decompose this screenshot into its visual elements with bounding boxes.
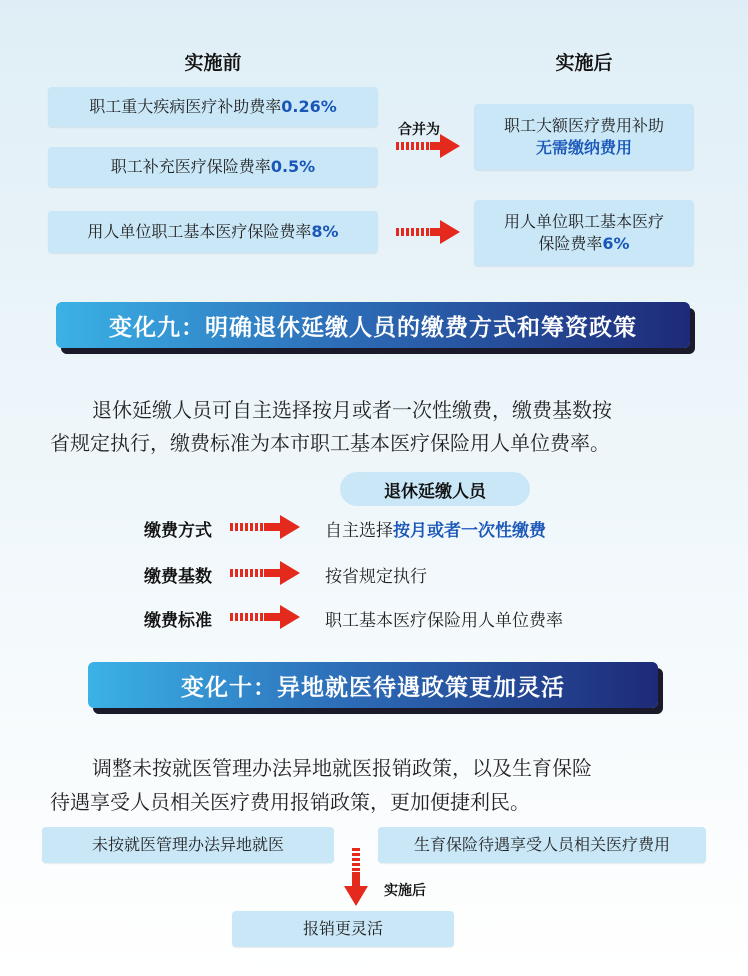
after-implementation-label: 实施后 [384,883,426,899]
before-item-3 [48,211,378,253]
maternity-insurance-box: 生育保险待遇享受人员相关医疗费用 [378,827,706,863]
payment-method-value-prefix: 自主选择 [325,521,393,541]
before-item-2-text: 职工补充医疗保险费率 [110,157,271,177]
payment-standard-value: 职工基本医疗保险用人单位费率 [325,611,563,631]
after-item-2 [474,200,694,266]
before-item-3-value: 8% [311,222,339,242]
section10-paragraph-line2: 待遇享受人员相关医疗费用报销政策，更加便捷利民。 [50,790,530,814]
rate-arrow [396,225,460,239]
down-arrow-icon [344,886,368,906]
merge-label: 合并为 [398,122,440,138]
payment-method-value-highlight: 按月或者一次性缴费 [393,521,546,541]
after-item-2-line2-prefix: 保险费率 [538,234,603,253]
payment-base-label: 缴费基数 [144,567,212,587]
section10-banner: 变化十：异地就医待遇政策更加灵活 [88,662,658,708]
retiree-pill: 退休延缴人员 [340,472,530,506]
reimbursement-result-box: 报销更灵活 [232,911,454,947]
before-item-1-text: 职工重大疾病医疗补助费率 [89,97,282,117]
before-item-2-value: 0.5% [270,157,316,177]
before-header: 实施前 [184,52,242,74]
before-item-1-value: 0.26% [281,97,337,117]
section9-banner: 变化九：明确退休延缴人员的缴费方式和筹资政策 [56,302,690,348]
before-item-2 [48,147,378,187]
offsite-medical-box: 未按就医管理办法异地就医 [42,827,334,863]
section10-paragraph-line1: 调整未按就医管理办法异地就医报销政策，以及生育保险 [92,756,592,780]
payment-base-value: 按省规定执行 [325,567,427,587]
payment-base-arrow [230,566,300,580]
after-item-2-line1: 用人单位职工基本医疗 [503,212,664,232]
after-header: 实施后 [555,52,613,74]
before-item-1 [48,87,378,127]
payment-method-arrow [230,520,300,534]
section9-paragraph-line2: 省规定执行，缴费标准为本市职工基本医疗保险用人单位费率。 [50,431,610,455]
after-item-1-line1: 职工大额医疗费用补助 [503,116,664,136]
before-item-3-text: 用人单位职工基本医疗保险费率 [87,222,312,242]
payment-standard-arrow [230,610,300,624]
section9-paragraph-line1: 退休延缴人员可自主选择按月或者一次性缴费，缴费基数按 [92,398,612,422]
merge-arrow [396,139,460,153]
after-item-1-line2: 无需缴纳费用 [535,138,632,157]
payment-standard-label: 缴费标准 [144,611,212,631]
after-item-2-line2-value: 6% [602,234,630,253]
payment-method-value [325,516,546,541]
after-item-1 [474,104,694,170]
payment-method-label: 缴费方式 [144,521,212,541]
